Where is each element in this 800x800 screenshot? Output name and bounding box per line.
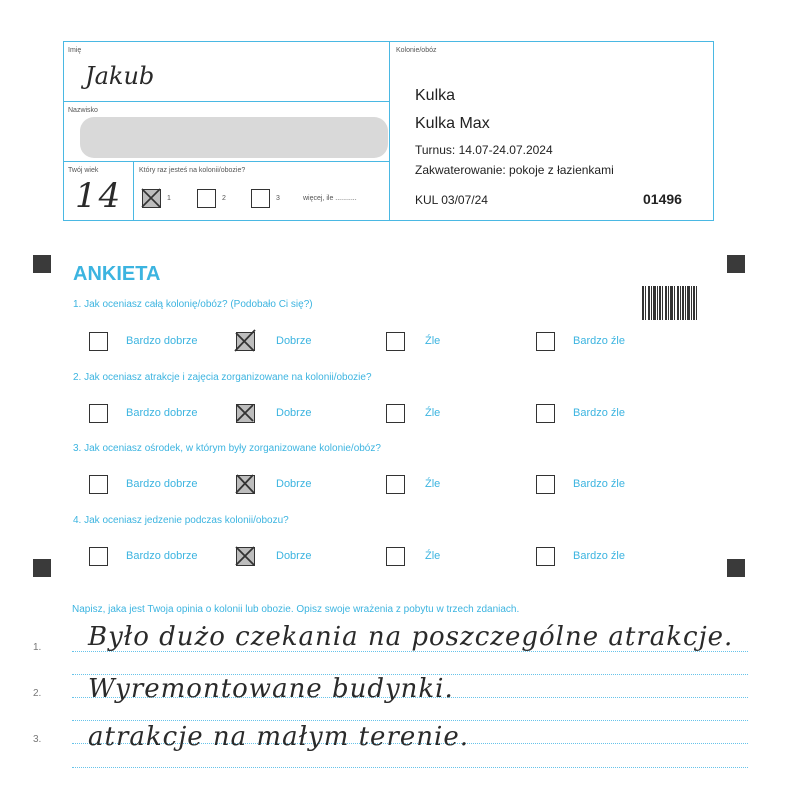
kolonie-name: Kulka — [415, 87, 456, 104]
nazwisko-label: Nazwisko — [68, 107, 98, 114]
q1-checkbox-zle[interactable] — [386, 332, 405, 351]
ktory-raz-checkbox-1[interactable] — [142, 189, 161, 208]
q2-checkbox-zle[interactable] — [386, 404, 405, 423]
zakwaterowanie-text: Zakwaterowanie: pokoje z łazienkami — [415, 163, 614, 177]
cross-mark-icon — [233, 472, 257, 496]
question-2-text: 2. Jak oceniasz atrakcje i zajęcia zorganizowane na kolonii/obozie? — [73, 372, 372, 383]
ktory-raz-checkbox-2[interactable] — [197, 189, 216, 208]
line-number-1: 1. — [33, 642, 42, 653]
q4-option-bardzo-zle: Bardzo źle — [573, 550, 625, 562]
q2-checkbox-dobrze[interactable] — [236, 404, 255, 423]
nazwisko-redacted-field[interactable] — [80, 117, 388, 158]
opinion-line-3[interactable]: atrakcje na małym terenie. — [88, 722, 469, 752]
q2-option-bardzo-dobrze: Bardzo dobrze — [126, 407, 198, 419]
q2-checkbox-bardzo-zle[interactable] — [536, 404, 555, 423]
q2-option-zle: Źle — [425, 407, 441, 419]
ktory-raz-checkbox-3[interactable] — [251, 189, 270, 208]
line-number-2: 2. — [33, 688, 42, 699]
q3-option-zle: Źle — [425, 478, 441, 490]
q4-option-dobrze: Dobrze — [276, 550, 312, 562]
cross-mark-icon — [233, 401, 257, 425]
cross-mark-icon — [233, 544, 257, 568]
q3-checkbox-zle[interactable] — [386, 475, 405, 494]
writing-line — [72, 767, 748, 768]
ktory-raz-label: Który raz jesteś na kolonii/obozie? — [139, 167, 246, 174]
registration-mark-bottom-left — [33, 559, 51, 577]
q1-option-bardzo-dobrze: Bardzo dobrze — [126, 335, 198, 347]
q1-option-bardzo-zle: Bardzo źle — [573, 335, 625, 347]
q3-option-dobrze: Dobrze — [276, 478, 312, 490]
divider-nazwisko-wiek — [63, 161, 390, 162]
wiek-value[interactable]: 14 — [75, 176, 123, 216]
imie-label: Imię — [68, 47, 82, 54]
q4-option-zle: Źle — [425, 550, 441, 562]
q2-option-bardzo-zle: Bardzo źle — [573, 407, 625, 419]
q1-checkbox-bardzo-zle[interactable] — [536, 332, 555, 351]
q3-option-bardzo-dobrze: Bardzo dobrze — [126, 478, 198, 490]
registration-mark-top-right — [727, 255, 745, 273]
wiek-label: Twój wiek — [68, 167, 99, 174]
q1-checkbox-bardzo-dobrze[interactable] — [89, 332, 108, 351]
imie-value[interactable]: Jakub — [85, 62, 155, 90]
q1-option-dobrze: Dobrze — [276, 335, 312, 347]
question-4-text: 4. Jak oceniasz jedzenie podczas kolonii/obozu? — [73, 515, 289, 526]
q4-checkbox-bardzo-dobrze[interactable] — [89, 547, 108, 566]
divider-wiek-ktory — [133, 161, 134, 221]
registration-mark-top-left — [33, 255, 51, 273]
q4-checkbox-zle[interactable] — [386, 547, 405, 566]
q3-checkbox-dobrze[interactable] — [236, 475, 255, 494]
question-1-text: 1. Jak oceniasz całą kolonię/obóz? (Podobało Ci się?) — [73, 299, 313, 310]
divider-imie-nazwisko — [63, 101, 390, 102]
ktory-raz-option-3: 3 — [276, 195, 280, 202]
q4-option-bardzo-dobrze: Bardzo dobrze — [126, 550, 198, 562]
line-number-3: 3. — [33, 734, 42, 745]
ktory-raz-option-2: 2 — [222, 195, 226, 202]
q1-option-zle: Źle — [425, 335, 441, 347]
q1-checkbox-dobrze[interactable] — [236, 332, 255, 351]
cross-mark-icon — [139, 186, 163, 210]
q2-checkbox-bardzo-dobrze[interactable] — [89, 404, 108, 423]
barcode-icon — [642, 286, 697, 320]
kolonie-label: Kolonie/obóz — [396, 47, 437, 54]
q4-checkbox-dobrze[interactable] — [236, 547, 255, 566]
cross-mark-icon — [233, 329, 257, 353]
q2-option-dobrze: Dobrze — [276, 407, 312, 419]
writing-line — [72, 720, 748, 721]
question-3-text: 3. Jak oceniasz ośrodek, w którym były zorganizowane kolonie/obóz? — [73, 443, 381, 454]
form-number: 01496 — [643, 191, 682, 207]
opinion-line-1[interactable]: Było dużo czekania na poszczególne atrakcje. — [88, 622, 734, 652]
survey-title: ANKIETA — [73, 263, 161, 285]
kolonie-sub: Kulka Max — [415, 115, 490, 132]
turnus-text: Turnus: 14.07-24.07.2024 — [415, 143, 553, 157]
registration-mark-bottom-right — [727, 559, 745, 577]
header-divider-vertical — [389, 41, 390, 221]
q3-checkbox-bardzo-dobrze[interactable] — [89, 475, 108, 494]
wiecej-label: więcej, ile ........... — [303, 195, 357, 202]
q3-option-bardzo-zle: Bardzo źle — [573, 478, 625, 490]
q4-checkbox-bardzo-zle[interactable] — [536, 547, 555, 566]
opinion-prompt: Napisz, jaka jest Twoja opinia o kolonii lub obozie. Opisz swoje wrażenia z pobytu w trzech zdaniach. — [72, 604, 520, 615]
opinion-line-2[interactable]: Wyremontowane budynki. — [88, 674, 454, 704]
form-code: KUL 03/07/24 — [415, 193, 488, 207]
q3-checkbox-bardzo-zle[interactable] — [536, 475, 555, 494]
ktory-raz-option-1: 1 — [167, 195, 171, 202]
